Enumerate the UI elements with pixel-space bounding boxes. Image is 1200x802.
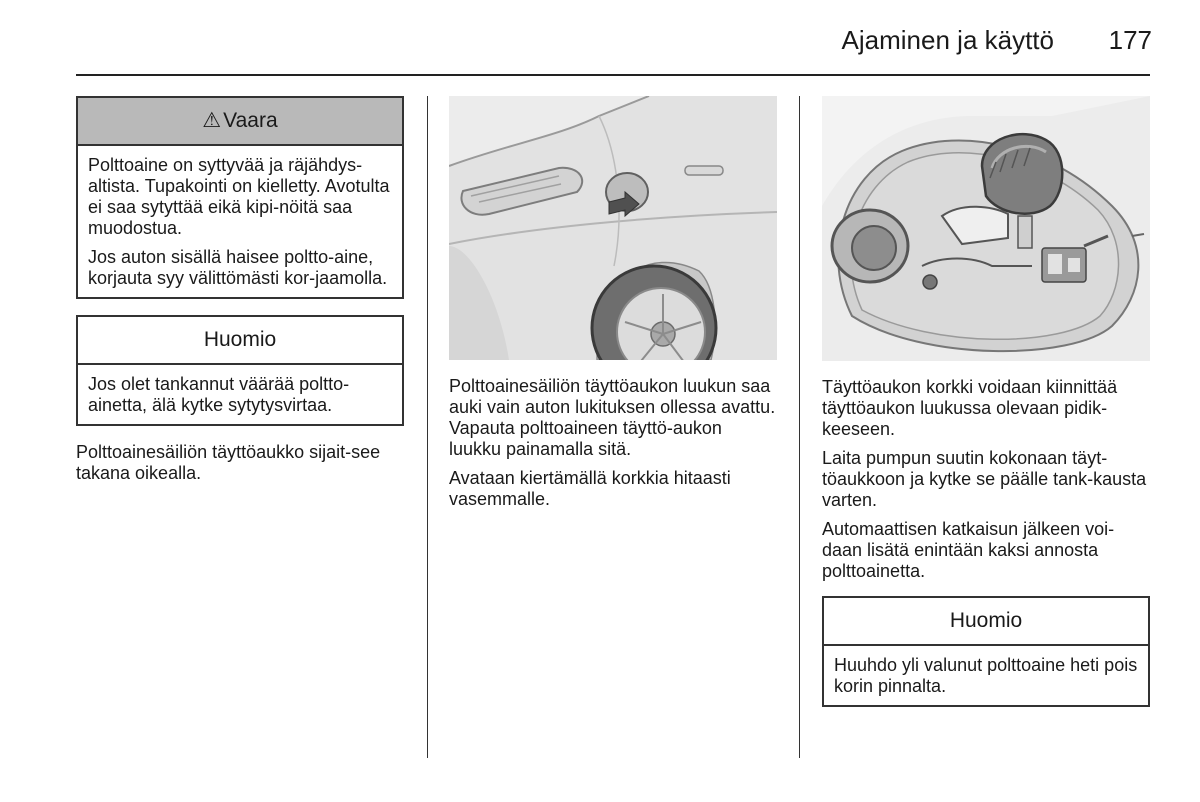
notice-box-title: Huomio	[824, 598, 1148, 646]
fuel-cap-holder-illustration	[822, 96, 1150, 361]
body-paragraph: Polttoainesäiliön täyttöaukon luukun saa auki vain auton lukituksen ollessa avattu. Vapauta polttoaineen täyttö-aukon luukku painamalla sitä.	[449, 376, 776, 459]
body-paragraph: Täyttöaukon korkki voidaan kiinnittää täyttöaukon luukussa olevaan pidik-keeseen.	[822, 377, 1118, 439]
notice-box-title: Huomio	[78, 317, 402, 365]
warning-triangle-icon: ⚠	[202, 109, 222, 132]
right-column	[822, 96, 1150, 723]
body-paragraph: Avataan kiertämällä korkkia hitaasti vasemmalle.	[449, 468, 731, 509]
header-rule	[76, 74, 1150, 76]
danger-box	[76, 96, 404, 299]
notice-box	[76, 315, 404, 426]
body-paragraph: Laita pumpun suutin kokonaan täyt-töaukkoon ja kytke se päälle tank-kausta varten.	[822, 448, 1147, 510]
car-rear-fuel-flap-illustration	[449, 96, 777, 360]
danger-box-header	[78, 98, 402, 146]
notice-paragraph: Huuhdo yli valunut polttoaine heti pois korin pinnalta.	[834, 655, 1138, 696]
left-column	[76, 96, 404, 492]
middle-column	[449, 96, 777, 518]
body-paragraph: Automaattisen katkaisun jälkeen voi-daan lisätä enintään kaksi annosta polttoainetta.	[822, 519, 1115, 581]
danger-paragraph: Jos auton sisällä haisee poltto-aine, korjauta syy välittömästi kor-jaamolla.	[88, 247, 388, 288]
column-divider-left	[427, 96, 428, 758]
danger-box-body	[78, 146, 402, 297]
column-divider-right	[799, 96, 800, 758]
notice-box-body	[78, 365, 402, 424]
danger-paragraph: Polttoaine on syttyvää ja räjähdys-altista. Tupakointi on kielletty. Avotulta ei saa sytyttää eikä kipi-nöitä saa muodostua.	[88, 155, 390, 238]
header-title: Ajaminen ja käyttö	[841, 25, 1054, 55]
notice-box	[822, 596, 1150, 707]
notice-box-body	[824, 646, 1148, 705]
danger-box-title: Vaara	[223, 109, 278, 132]
notice-paragraph: Jos olet tankannut väärää poltto-ainetta, älä kytke sytytysvirtaa.	[88, 374, 350, 415]
body-paragraph: Polttoainesäiliön täyttöaukko sijait-see takana oikealla.	[76, 442, 381, 483]
page-number: 177	[1108, 25, 1152, 55]
